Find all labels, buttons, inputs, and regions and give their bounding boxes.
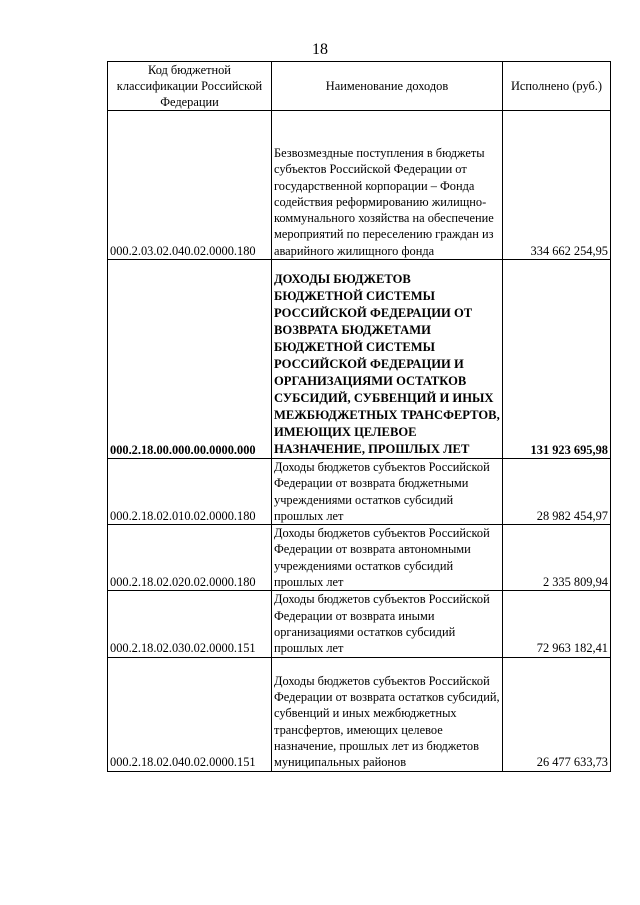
row-name: Доходы бюджетов субъектов Российской Федерации от возврата бюджетными учреждениями остатков субсидий прошлых лет	[272, 459, 503, 525]
budget-revenue-table	[107, 61, 611, 772]
row-code: 000.2.18.02.040.02.0000.151	[108, 657, 272, 771]
header-code: Код бюджетной классификации Российской Федерации	[108, 62, 272, 111]
row-amount: 131 923 695,98	[503, 260, 611, 459]
table-row-total	[108, 260, 611, 459]
row-amount: 2 335 809,94	[503, 525, 611, 591]
row-amount: 26 477 633,73	[503, 657, 611, 771]
row-amount: 334 662 254,95	[503, 111, 611, 260]
page-number: 18	[312, 41, 328, 58]
header-amount: Исполнено (руб.)	[503, 62, 611, 111]
table-row	[108, 525, 611, 591]
table-row	[108, 111, 611, 260]
row-name: ДОХОДЫ БЮДЖЕТОВ БЮДЖЕТНОЙ СИСТЕМЫ РОССИЙСКОЙ ФЕДЕРАЦИИ ОТ ВОЗВРАТА БЮДЖЕТАМИ БЮДЖЕТНОЙ СИСТЕМЫ РОССИЙСКОЙ ФЕДЕРАЦИИ И ОРГАНИЗАЦИЯМИ ОСТАТКОВ СУБСИДИЙ, СУБВЕНЦИЙ И ИНЫХ МЕЖБЮДЖЕТНЫХ ТРАНСФЕРТОВ, ИМЕЮЩИХ ЦЕЛЕВОЕ НАЗНАЧЕНИЕ, ПРОШЛЫХ ЛЕТ	[272, 260, 503, 459]
row-code: 000.2.18.00.000.00.0000.000	[108, 260, 272, 459]
row-code: 000.2.18.02.030.02.0000.151	[108, 591, 272, 657]
row-amount: 28 982 454,97	[503, 459, 611, 525]
table-row	[108, 459, 611, 525]
row-code: 000.2.18.02.010.02.0000.180	[108, 459, 272, 525]
header-name: Наименование доходов	[272, 62, 503, 111]
table-row	[108, 657, 611, 771]
table-row	[108, 591, 611, 657]
table-header-row	[108, 62, 611, 111]
row-name: Безвозмездные поступления в бюджеты субъектов Российской Федерации от государственной корпорации – Фонда содействия реформированию жилищно-коммунального хозяйства на обеспечение мероприятий по переселению граждан из аварийного жилищного фонда	[272, 111, 503, 260]
row-name: Доходы бюджетов субъектов Российской Федерации от возврата автономными учреждениями остатков субсидий прошлых лет	[272, 525, 503, 591]
row-name: Доходы бюджетов субъектов Российской Федерации от возврата остатков субсидий, субвенций и иных межбюджетных трансфертов, имеющих целевое назначение, прошлых лет из бюджетов муниципальных районов	[272, 657, 503, 771]
row-code: 000.2.18.02.020.02.0000.180	[108, 525, 272, 591]
row-name: Доходы бюджетов субъектов Российской Федерации от возврата иными организациями остатков субсидий прошлых лет	[272, 591, 503, 657]
row-amount: 72 963 182,41	[503, 591, 611, 657]
row-code: 000.2.03.02.040.02.0000.180	[108, 111, 272, 260]
